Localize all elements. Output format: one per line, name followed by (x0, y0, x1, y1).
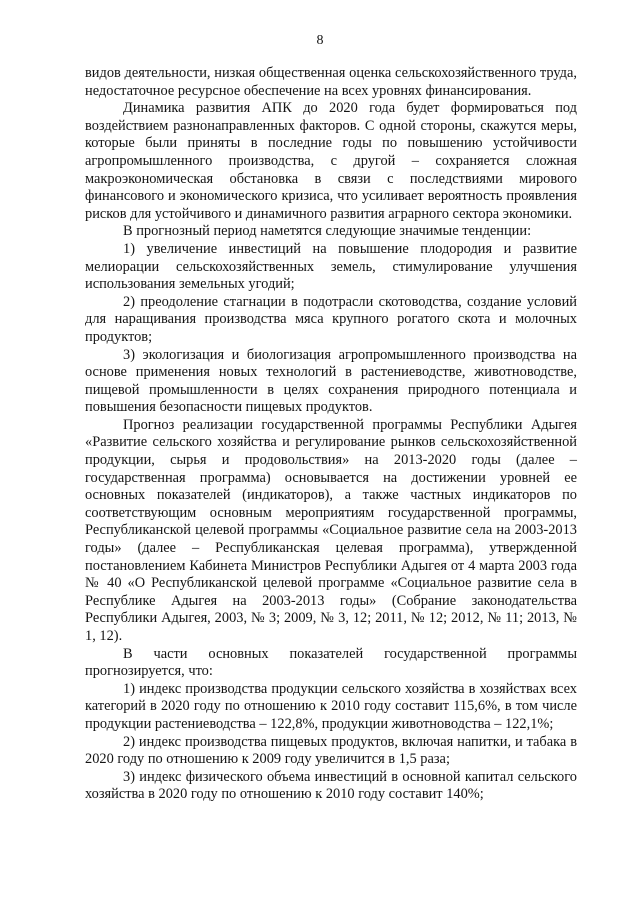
paragraph-program-forecast: Прогноз реализации государственной программы Республики Адыгея «Развитие сельского хозяйства и регулирование рынков сельскохозяйственной продукции, сырья и продовольствия» на 2013-2020 годы (далее – государственная программа) основывается на достижении уровней ее основных показателей (индикаторов), а также частных индикаторов по соответствующим основным мероприятиям государственной программы, Республиканской целевой программы «Социальное развитие села на 2003-2013 годы» (далее – Республиканская целевая программа), утвержденной постановлением Кабинета Министров Республики Адыгея от 4 марта 2003 года № 40 «О Республиканской целевой программе «Социальное развитие села в Республике Адыгея на 2003-2013 годы» (Собрание законодательства Республики Адыгея, 2003, № 3; 2009, № 3, 12; 2011, № 12; 2012, № 11; 2013, № 1, 12). (85, 416, 577, 644)
page-number: 8 (316, 33, 324, 48)
indicator-item-3: 3) индекс физического объема инвестиций в основной капитал сельского хозяйства в 2020 году по отношению к 2010 году составит 140%; (85, 768, 577, 803)
paragraph-continuation: видов деятельности, низкая общественная оценка сельскохозяйственного труда, недостаточное ресурсное обеспечение на всех уровнях финансирования. (85, 65, 577, 99)
trend-item-3: 3) экологизация и биологизация агропромышленного производства на основе применения новых технологий в растениеводстве, животноводстве, пищевой промышленности в целях сохранения природного потенциала и повышения безопасности пищевых продуктов. (85, 346, 577, 416)
trend-item-1: 1) увеличение инвестиций на повышение плодородия и развитие мелиорации сельскохозяйственных земель, стимулирование улучшения использования земельных угодий; (85, 240, 577, 293)
paragraph-apk-dynamics: Динамика развития АПК до 2020 года будет формироваться под воздействием разнонаправленных факторов. С одной стороны, скажутся меры, которые были приняты в последние годы по повышению устойчивости агропромышленного производства, с другой – сохраняется сложная макроэкономическая обстановка в связи с последствиями мирового финансового и экономического кризиса, что усиливает вероятность проявления рисков для устойчивого и динамичного развития аграрного сектора экономики. (85, 100, 577, 222)
indicator-item-1: 1) индекс производства продукции сельского хозяйства в хозяйствах всех категорий в 2020 году по отношению к 2010 году составит 115,6%, в том числе продукции растениеводства – 122,8%, продукции животноводства – 122,1%; (85, 680, 577, 732)
trend-item-2: 2) преодоление стагнации в подотрасли скотоводства, создание условий для наращивания производства мяса крупного рогатого скота и молочных продуктов; (85, 293, 577, 345)
indicator-item-2: 2) индекс производства пищевых продуктов, включая напитки, и табака в 2020 году по отношению к 2009 году увеличится в 1,5 раза; (85, 733, 577, 768)
paragraph-trends-intro: В прогнозный период наметятся следующие значимые тенденции: (123, 223, 532, 240)
paragraph-indicators-intro: В части основных показателей государственной программы прогнозируется, что: (85, 645, 577, 680)
document-body (85, 65, 577, 804)
